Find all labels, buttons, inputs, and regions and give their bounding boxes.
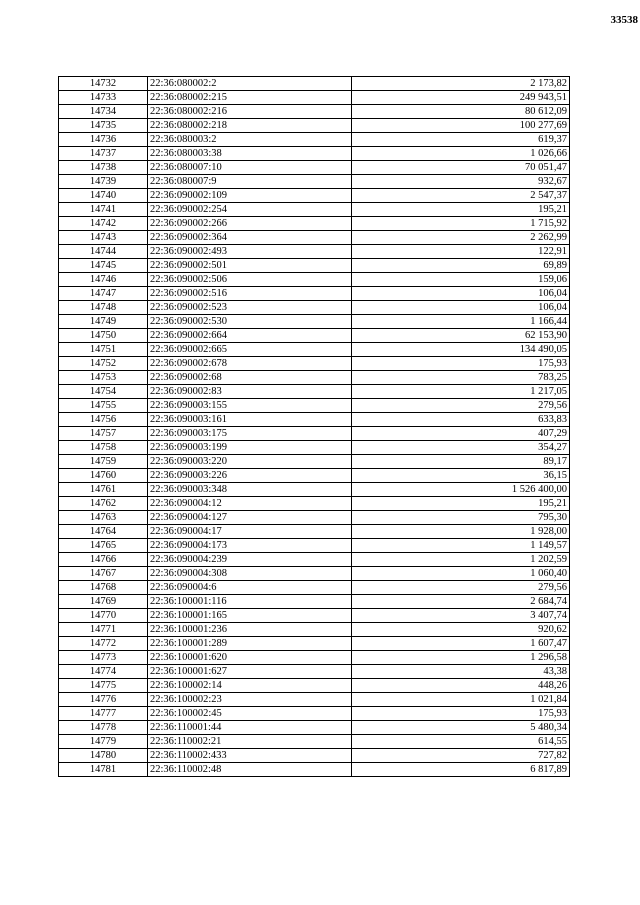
row-number-cell: 14759	[59, 455, 148, 469]
table-row	[59, 595, 570, 609]
table-row	[59, 497, 570, 511]
table-row	[59, 455, 570, 469]
amount-cell: 36,15	[352, 469, 570, 483]
row-number-cell: 14740	[59, 189, 148, 203]
amount-cell: 5 480,34	[352, 721, 570, 735]
cadastral-number-cell: 22:36:090004:173	[148, 539, 352, 553]
amount-cell: 727,82	[352, 749, 570, 763]
cadastral-number-cell: 22:36:090003:226	[148, 469, 352, 483]
row-number-cell: 14779	[59, 735, 148, 749]
row-number-cell: 14752	[59, 357, 148, 371]
cadastral-number-cell: 22:36:090003:175	[148, 427, 352, 441]
amount-cell: 1 526 400,00	[352, 483, 570, 497]
table-row	[59, 693, 570, 707]
row-number-cell: 14739	[59, 175, 148, 189]
table-row	[59, 217, 570, 231]
amount-cell: 1 021,84	[352, 693, 570, 707]
amount-cell: 633,83	[352, 413, 570, 427]
cadastral-number-cell: 22:36:090002:254	[148, 203, 352, 217]
row-number-cell: 14774	[59, 665, 148, 679]
row-number-cell: 14755	[59, 399, 148, 413]
table-row	[59, 567, 570, 581]
cadastral-number-cell: 22:36:090004:308	[148, 567, 352, 581]
row-number-cell: 14745	[59, 259, 148, 273]
cadastral-number-cell: 22:36:090003:348	[148, 483, 352, 497]
cadastral-number-cell: 22:36:080002:2	[148, 77, 352, 91]
row-number-cell: 14744	[59, 245, 148, 259]
table-row	[59, 539, 570, 553]
table-row	[59, 119, 570, 133]
cadastral-number-cell: 22:36:090004:17	[148, 525, 352, 539]
table-row	[59, 525, 570, 539]
page-number: 33538	[610, 14, 638, 26]
amount-cell: 1 026,66	[352, 147, 570, 161]
table-row	[59, 203, 570, 217]
table-row	[59, 511, 570, 525]
cadastral-number-cell: 22:36:090003:199	[148, 441, 352, 455]
table-row	[59, 105, 570, 119]
table-row	[59, 329, 570, 343]
amount-cell: 1 217,05	[352, 385, 570, 399]
cadastral-number-cell: 22:36:090002:506	[148, 273, 352, 287]
cadastral-number-cell: 22:36:100002:45	[148, 707, 352, 721]
amount-cell: 932,67	[352, 175, 570, 189]
row-number-cell: 14773	[59, 651, 148, 665]
row-number-cell: 14763	[59, 511, 148, 525]
table-row	[59, 609, 570, 623]
amount-cell: 249 943,51	[352, 91, 570, 105]
amount-cell: 159,06	[352, 273, 570, 287]
amount-cell: 1 607,47	[352, 637, 570, 651]
cadastral-number-cell: 22:36:100001:620	[148, 651, 352, 665]
amount-cell: 69,89	[352, 259, 570, 273]
amount-cell: 80 612,09	[352, 105, 570, 119]
cadastral-number-cell: 22:36:090003:161	[148, 413, 352, 427]
cadastral-value-table	[58, 76, 570, 777]
cadastral-number-cell: 22:36:100001:627	[148, 665, 352, 679]
row-number-cell: 14732	[59, 77, 148, 91]
cadastral-number-cell: 22:36:090002:523	[148, 301, 352, 315]
cadastral-number-cell: 22:36:090002:516	[148, 287, 352, 301]
amount-cell: 6 817,89	[352, 763, 570, 777]
amount-cell: 279,56	[352, 399, 570, 413]
amount-cell: 920,62	[352, 623, 570, 637]
amount-cell: 2 262,99	[352, 231, 570, 245]
cadastral-number-cell: 22:36:090002:530	[148, 315, 352, 329]
amount-cell: 89,17	[352, 455, 570, 469]
table-row	[59, 259, 570, 273]
amount-cell: 279,56	[352, 581, 570, 595]
amount-cell: 122,91	[352, 245, 570, 259]
amount-cell: 1 202,59	[352, 553, 570, 567]
cadastral-number-cell: 22:36:090002:493	[148, 245, 352, 259]
table-row	[59, 357, 570, 371]
table-row	[59, 161, 570, 175]
row-number-cell: 14765	[59, 539, 148, 553]
row-number-cell: 14764	[59, 525, 148, 539]
table-row	[59, 315, 570, 329]
cadastral-number-cell: 22:36:100002:23	[148, 693, 352, 707]
table-row	[59, 665, 570, 679]
row-number-cell: 14738	[59, 161, 148, 175]
cadastral-number-cell: 22:36:100001:289	[148, 637, 352, 651]
amount-cell: 70 051,47	[352, 161, 570, 175]
amount-cell: 2 684,74	[352, 595, 570, 609]
row-number-cell: 14749	[59, 315, 148, 329]
row-number-cell: 14733	[59, 91, 148, 105]
row-number-cell: 14750	[59, 329, 148, 343]
row-number-cell: 14760	[59, 469, 148, 483]
cadastral-number-cell: 22:36:090002:678	[148, 357, 352, 371]
cadastral-number-cell: 22:36:080002:215	[148, 91, 352, 105]
table-row	[59, 413, 570, 427]
table-row	[59, 189, 570, 203]
table-row	[59, 175, 570, 189]
amount-cell: 1 149,57	[352, 539, 570, 553]
table-row	[59, 651, 570, 665]
table-row	[59, 707, 570, 721]
row-number-cell: 14771	[59, 623, 148, 637]
amount-cell: 1 060,40	[352, 567, 570, 581]
amount-cell: 106,04	[352, 287, 570, 301]
cadastral-number-cell: 22:36:090002:665	[148, 343, 352, 357]
table-row	[59, 301, 570, 315]
cadastral-number-cell: 22:36:090002:109	[148, 189, 352, 203]
amount-cell: 407,29	[352, 427, 570, 441]
table-row	[59, 399, 570, 413]
row-number-cell: 14746	[59, 273, 148, 287]
cadastral-number-cell: 22:36:080007:9	[148, 175, 352, 189]
cadastral-number-cell: 22:36:090002:68	[148, 371, 352, 385]
table-row	[59, 133, 570, 147]
amount-cell: 195,21	[352, 497, 570, 511]
cadastral-number-cell: 22:36:090002:83	[148, 385, 352, 399]
row-number-cell: 14758	[59, 441, 148, 455]
amount-cell: 614,55	[352, 735, 570, 749]
row-number-cell: 14767	[59, 567, 148, 581]
cadastral-number-cell: 22:36:090002:266	[148, 217, 352, 231]
row-number-cell: 14756	[59, 413, 148, 427]
cadastral-number-cell: 22:36:080007:10	[148, 161, 352, 175]
cadastral-number-cell: 22:36:080002:218	[148, 119, 352, 133]
row-number-cell: 14777	[59, 707, 148, 721]
cadastral-number-cell: 22:36:090003:155	[148, 399, 352, 413]
table-row	[59, 231, 570, 245]
row-number-cell: 14766	[59, 553, 148, 567]
cadastral-number-cell: 22:36:090004:127	[148, 511, 352, 525]
amount-cell: 783,25	[352, 371, 570, 385]
table-row	[59, 91, 570, 105]
amount-cell: 1 166,44	[352, 315, 570, 329]
amount-cell: 43,38	[352, 665, 570, 679]
cadastral-number-cell: 22:36:090002:664	[148, 329, 352, 343]
row-number-cell: 14737	[59, 147, 148, 161]
row-number-cell: 14770	[59, 609, 148, 623]
amount-cell: 195,21	[352, 203, 570, 217]
table-row	[59, 427, 570, 441]
cadastral-number-cell: 22:36:090003:220	[148, 455, 352, 469]
table-row	[59, 721, 570, 735]
table-row	[59, 483, 570, 497]
table-row	[59, 287, 570, 301]
cadastral-number-cell: 22:36:110002:21	[148, 735, 352, 749]
amount-cell: 100 277,69	[352, 119, 570, 133]
amount-cell: 1 928,00	[352, 525, 570, 539]
cadastral-number-cell: 22:36:100001:116	[148, 595, 352, 609]
table-row	[59, 581, 570, 595]
amount-cell: 354,27	[352, 441, 570, 455]
cadastral-number-cell: 22:36:090002:501	[148, 259, 352, 273]
cadastral-number-cell: 22:36:080003:38	[148, 147, 352, 161]
table-row	[59, 385, 570, 399]
row-number-cell: 14775	[59, 679, 148, 693]
row-number-cell: 14772	[59, 637, 148, 651]
amount-cell: 2 547,37	[352, 189, 570, 203]
cadastral-number-cell: 22:36:100001:236	[148, 623, 352, 637]
row-number-cell: 14769	[59, 595, 148, 609]
row-number-cell: 14742	[59, 217, 148, 231]
row-number-cell: 14754	[59, 385, 148, 399]
row-number-cell: 14762	[59, 497, 148, 511]
table-row	[59, 623, 570, 637]
row-number-cell: 14761	[59, 483, 148, 497]
table-row	[59, 77, 570, 91]
table-row	[59, 637, 570, 651]
cadastral-number-cell: 22:36:100002:14	[148, 679, 352, 693]
cadastral-number-cell: 22:36:090004:239	[148, 553, 352, 567]
row-number-cell: 14776	[59, 693, 148, 707]
table-row	[59, 553, 570, 567]
amount-cell: 1 715,92	[352, 217, 570, 231]
amount-cell: 2 173,82	[352, 77, 570, 91]
row-number-cell: 14751	[59, 343, 148, 357]
amount-cell: 1 296,58	[352, 651, 570, 665]
row-number-cell: 14781	[59, 763, 148, 777]
cadastral-number-cell: 22:36:080003:2	[148, 133, 352, 147]
amount-cell: 175,93	[352, 357, 570, 371]
row-number-cell: 14735	[59, 119, 148, 133]
row-number-cell: 14741	[59, 203, 148, 217]
table-row	[59, 749, 570, 763]
row-number-cell: 14736	[59, 133, 148, 147]
cadastral-number-cell: 22:36:090004:6	[148, 581, 352, 595]
table-row	[59, 273, 570, 287]
amount-cell: 448,26	[352, 679, 570, 693]
cadastral-number-cell: 22:36:100001:165	[148, 609, 352, 623]
row-number-cell: 14753	[59, 371, 148, 385]
row-number-cell: 14747	[59, 287, 148, 301]
table-row	[59, 147, 570, 161]
cadastral-number-cell: 22:36:110002:48	[148, 763, 352, 777]
amount-cell: 3 407,74	[352, 609, 570, 623]
table-row	[59, 735, 570, 749]
row-number-cell: 14757	[59, 427, 148, 441]
row-number-cell: 14768	[59, 581, 148, 595]
table-row	[59, 371, 570, 385]
table-body	[59, 77, 570, 777]
cadastral-number-cell: 22:36:080002:216	[148, 105, 352, 119]
amount-cell: 619,37	[352, 133, 570, 147]
amount-cell: 134 490,05	[352, 343, 570, 357]
row-number-cell: 14734	[59, 105, 148, 119]
row-number-cell: 14778	[59, 721, 148, 735]
table-row	[59, 763, 570, 777]
cadastral-number-cell: 22:36:110002:433	[148, 749, 352, 763]
table-row	[59, 245, 570, 259]
amount-cell: 62 153,90	[352, 329, 570, 343]
table-row	[59, 441, 570, 455]
table-row	[59, 679, 570, 693]
row-number-cell: 14748	[59, 301, 148, 315]
amount-cell: 795,30	[352, 511, 570, 525]
row-number-cell: 14780	[59, 749, 148, 763]
cadastral-number-cell: 22:36:090004:12	[148, 497, 352, 511]
cadastral-number-cell: 22:36:090002:364	[148, 231, 352, 245]
table-row	[59, 469, 570, 483]
row-number-cell: 14743	[59, 231, 148, 245]
amount-cell: 106,04	[352, 301, 570, 315]
amount-cell: 175,93	[352, 707, 570, 721]
table-row	[59, 343, 570, 357]
cadastral-number-cell: 22:36:110001:44	[148, 721, 352, 735]
